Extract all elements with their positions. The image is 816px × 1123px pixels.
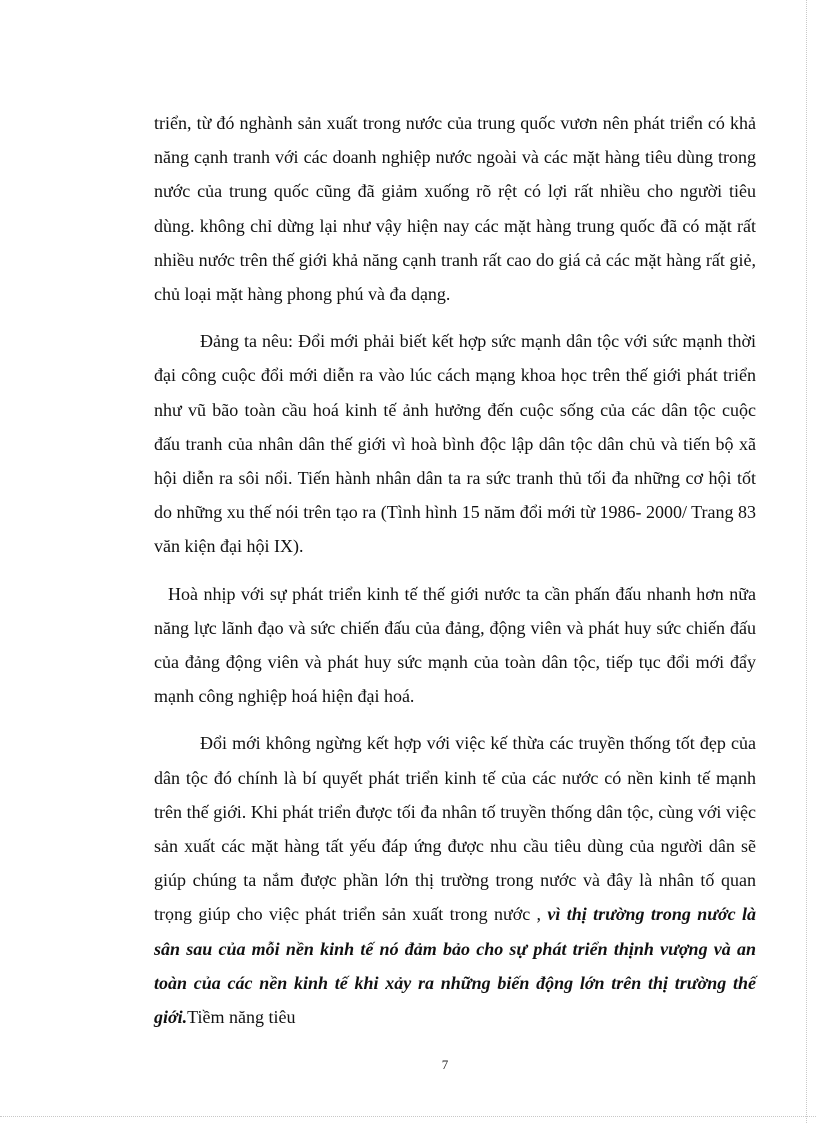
paragraph-4-emphasis: vì thị trường trong nước là sân sau của mỗi nền kinh tế nó đảm bảo cho sự phát triển thịnh vượng và an toàn của các nền kinh tế khi xảy ra những biến động lớn trên thị trường thế giới. [154,904,756,1028]
page-number: 7 [441,1057,449,1072]
page-edge-guide-bottom [0,1116,816,1117]
document-body [154,106,756,1047]
paragraph-1: triển, từ đó nghành sản xuất trong nước của trung quốc vươn nên phát triển có khả năng cạnh tranh với các doanh nghiệp nước ngoài và các mặt hàng tiêu dùng trong nước của trung quốc cũng đã giảm xuống rõ rệt có lợi rất nhiều cho người tiêu dùng. không chỉ dừng lại như vậy hiện nay các mặt hàng trung quốc đã có mặt rất nhiều nước trên thế giới khả năng cạnh tranh rất cao do giá cả các mặt hàng rất giẻ, chủ loại mặt hàng phong phú và đa dạng. [154,113,756,305]
page-edge-guide-right [806,0,807,1123]
paragraph-4-text: Đổi mới không ngừng kết hợp với việc kế thừa các truyền thống tốt đẹp của dân tộc đó chính là bí quyết phát triển kinh tế của các nước có nền kinh tế mạnh trên thế giới. Khi phát triển được tối đa nhân tố truyền thống dân tộc, cùng với việc sản xuất các mặt hàng tất yếu đáp ứng được nhu cầu tiêu dùng của người dân sẽ giúp chúng ta nắm được phần lớn thị trường trong nước và đây là nhân tố quan trọng giúp cho việc phát triển sản xuất trong nước , [154,733,756,925]
paragraph-2: Đảng ta nêu: Đổi mới phải biết kết hợp sức mạnh dân tộc với sức mạnh thời đại công cuộc đổi mới diễn ra vào lúc cách mạng khoa học trên thế giới phát triển như vũ bão toàn cầu hoá kinh tế ảnh hưởng đến cuộc sống của các dân tộc cuộc đấu tranh của nhân dân thế giới vì hoà bình độc lập dân tộc dân chủ và tiến bộ xã hội diễn ra sôi nổi. Tiến hành nhân dân ta ra sức tranh thủ tối đa những cơ hội tốt do những xu thế nói trên tạo ra (Tình hình 15 năm đổi mới từ 1986- 2000/ Trang 83 văn kiện đại hội IX). [154,331,756,557]
paragraph-3: Hoà nhịp với sự phát triển kinh tế thế giới nước ta cần phấn đấu nhanh hơn nữa năng lực lãnh đạo và sức chiến đấu của đảng, động viên và phát huy sức chiến đấu của đảng động viên và phát huy sức mạnh của toàn dân tộc, tiếp tục đổi mới đẩy mạnh công nghiệp hoá hiện đại hoá. [154,583,756,707]
paragraph-4-continuation: Tiềm năng tiêu [187,1007,296,1028]
paragraph-4 [154,726,756,1034]
